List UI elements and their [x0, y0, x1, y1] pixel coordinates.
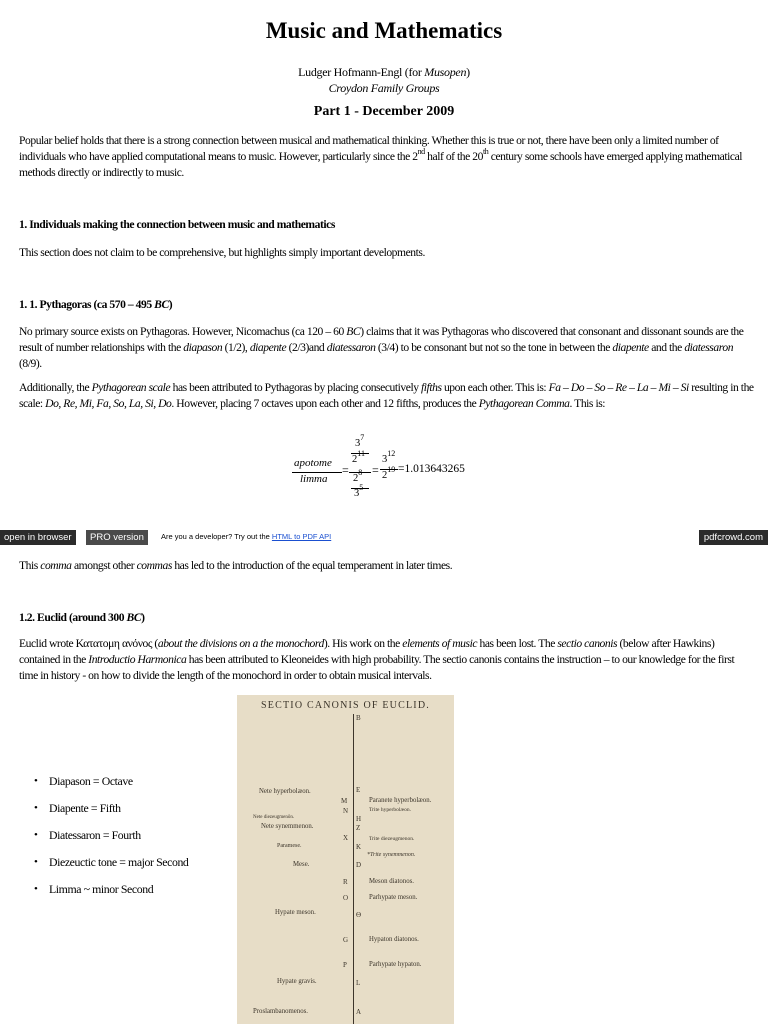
author-close: ) — [466, 65, 470, 79]
intro-sup-th: th — [483, 147, 489, 156]
section-1-2-heading — [19, 610, 754, 626]
figure-right-label: Trite hyperbolæon. — [369, 807, 411, 813]
formula-n3 — [382, 449, 396, 465]
figure-letter: K — [356, 843, 362, 851]
py2-c: upon each other. This is: — [441, 381, 549, 394]
formula-n1-base: 3 — [355, 438, 361, 449]
py1-e: (3/4) to be consonant but not so the tone in between the — [375, 341, 613, 354]
formula-eq-1: = — [342, 463, 349, 477]
figure-letter: P — [343, 961, 347, 969]
formula-d2 — [354, 483, 364, 499]
formula-n2-base: 2 — [353, 473, 359, 484]
comma-paragraph — [19, 558, 754, 574]
figure-right-label: Paranete hyperbolæon. — [369, 797, 432, 804]
py2-sequence: Fa – Do – So – Re – La – Mi – Si — [548, 381, 689, 394]
py1-diatessaron-2: diatessaron — [684, 341, 734, 354]
figure-letter: X — [343, 834, 349, 842]
euclid-paragraph — [19, 636, 754, 684]
figure-left-label: Nete synemmenon. — [261, 823, 314, 830]
list-item: • Diapente = Fifth — [32, 799, 188, 826]
document-title: Music and Mathematics — [265, 18, 503, 43]
list-item: • Diezeuctic tone = major Second — [32, 853, 188, 880]
figure-letter: Θ — [356, 911, 362, 919]
section-1-1-heading-bc: BC — [154, 298, 169, 311]
eu-i1: about the divisions on a the monochord — [157, 637, 324, 650]
figure-left-label: Proslambanomenos. — [253, 1008, 308, 1015]
py2-comma: Pythagorean Comma — [478, 397, 570, 410]
figure-letter: H — [356, 815, 362, 823]
eu-b: ). His work on the — [323, 637, 403, 650]
pythagorean-comma-formula — [292, 433, 492, 502]
intro-text-3: century some schools have emerged applying mathematical methods directly or indirectly to music. — [19, 150, 743, 179]
section-1-1-heading — [19, 297, 754, 313]
figure-left-label: Mese. — [293, 861, 310, 868]
pythagoras-paragraph-1 — [19, 324, 754, 372]
py1-diapente-2: diapente — [612, 341, 649, 354]
formula-d1-base: 2 — [352, 454, 358, 465]
eu-i3: sectio canonis — [557, 637, 618, 650]
formula-d3-base: 2 — [382, 470, 388, 481]
figure-letter: A — [356, 1008, 362, 1016]
figure-right-label: Hypaton diatonos. — [369, 936, 419, 943]
section-1-2-heading-text: 1.2. Euclid (around 300 — [19, 611, 127, 624]
comma-c: has led to the introduction of the equal temperament in later times. — [171, 559, 453, 572]
pro-version-button[interactable]: PRO version — [86, 530, 148, 545]
figure-letter: M — [341, 797, 348, 805]
formula-n2-exp: 8 — [358, 468, 363, 477]
comma-a: This — [19, 559, 41, 572]
comma-b: amongst other — [71, 559, 137, 572]
list-item: • Diapason = Octave — [32, 772, 188, 799]
formula-d1 — [352, 449, 365, 465]
formula-n3-base: 3 — [382, 454, 388, 465]
open-in-browser-button[interactable]: open in browser — [0, 530, 76, 545]
py1-c: (1/2), — [222, 341, 250, 354]
section-1-heading: 1. Individuals making the connection between music and mathematics — [19, 218, 335, 231]
list-item: • Limma ~ minor Second — [32, 880, 188, 907]
figure-letter: G — [343, 936, 349, 944]
py2-scale-notes: Do, Re, Mi, Fa, So, La, Si, Do — [45, 397, 172, 410]
figure-letter: N — [343, 807, 349, 815]
eu-d: (below after Hawkins) contained in the — [19, 637, 715, 666]
eu-i2: elements of music — [402, 637, 478, 650]
py1-g: (8/9). — [19, 357, 42, 370]
py1-f: and the — [648, 341, 685, 354]
intro-sup-nd: nd — [417, 147, 425, 156]
formula-d2-exp: 5 — [359, 483, 364, 492]
formula-n3-exp: 12 — [387, 449, 396, 458]
eu-c: has been lost. The — [477, 637, 558, 650]
section-1-2-heading-bc: BC — [126, 611, 142, 624]
figure-right-label: *Trite synemmenon. — [367, 852, 416, 858]
pdfcrowd-promo — [161, 532, 331, 541]
figure-right-label: Parhypate hypaton. — [369, 961, 422, 968]
figure-letter: O — [343, 894, 349, 902]
author-org: Musopen — [424, 65, 467, 79]
interval-definitions-list — [32, 772, 188, 907]
figure-letter: B — [356, 714, 361, 722]
py2-d: resulting in the scale: — [19, 381, 754, 410]
section-1-2-heading-end: ) — [141, 611, 145, 624]
figure-letter: Z — [356, 824, 361, 832]
pdfcrowd-logo[interactable]: pdfcrowd.com — [699, 530, 768, 545]
figure-title: SECTIO CANONIS OF EUCLID. — [261, 700, 430, 711]
py1-d: (2/3)and — [286, 341, 327, 354]
py1-bc: BC — [346, 325, 361, 338]
section-1-text: This section does not claim to be comprehensive, but highlights simply important developments. — [19, 246, 425, 259]
pdfcrowd-bar — [0, 530, 768, 545]
py1-a: No primary source exists on Pythagoras. However, Nicomachus (ca 120 – 60 — [19, 325, 347, 338]
figure-left-label: Hypate meson. — [275, 909, 316, 916]
py1-diatessaron: diatessaron — [326, 341, 376, 354]
figure-left-label: Hypate gravis. — [277, 978, 317, 985]
py1-diapason: diapason — [183, 341, 223, 354]
formula-n1-exp: 7 — [360, 433, 365, 442]
formula-d1-exp: 11 — [357, 449, 365, 458]
formula-eq-2: = — [372, 463, 379, 477]
eu-a: Euclid wrote Κατατομη ανόνος ( — [19, 637, 158, 650]
intro-text-2: half of the 20 — [424, 150, 483, 163]
figure-left-label: Nete diezeugmenôn. — [253, 815, 295, 820]
intro-paragraph — [19, 133, 754, 181]
monochord-line — [353, 714, 354, 1024]
html-to-pdf-api-link[interactable]: HTML to PDF API — [271, 532, 332, 541]
figure-right-label: Meson diatonos. — [369, 878, 414, 885]
section-1-1-heading-end: ) — [168, 298, 173, 311]
figure-right-label: Parhypate meson. — [369, 894, 418, 901]
section-1-1-heading-text: 1. 1. Pythagoras (ca 570 – 495 — [19, 298, 155, 311]
py1-diapente: diapente — [249, 341, 287, 354]
py2-e: . However, placing 7 octaves upon each other and 12 fifths, produces the — [171, 397, 479, 410]
py2-b: has been attributed to Pythagoras by placing consecutively — [170, 381, 422, 394]
pythagoras-paragraph-2 — [19, 380, 754, 412]
py1-b: ) claims that it was Pythagoras who discovered that consonant and dissonant sounds are the result of number relationships with the — [19, 325, 744, 354]
comma-i1: comma — [40, 559, 72, 572]
formula-d2-base: 3 — [354, 488, 360, 499]
figure-right-label: Trite diezeugmenon. — [369, 836, 415, 842]
py2-scale: Pythagorean scale — [91, 381, 171, 394]
formula-result: =1.013643265 — [398, 463, 465, 475]
comma-i2: commas — [136, 559, 172, 572]
py2-a: Additionally, the — [19, 381, 92, 394]
py2-fifths: fifths — [421, 381, 442, 394]
figure-left-label: Nete hyperbolæon. — [259, 788, 311, 795]
eu-e: has been attributed to Kleoneides with high probability. The sectio canonis contains the instruction – to our knowledge for the first time in history - on how to divide the length of the monochord in order to obtain musical intervals. — [19, 653, 735, 682]
eu-i4: Introductio Harmonica — [88, 653, 187, 666]
formula-d3 — [382, 465, 396, 481]
figure-letter: R — [343, 878, 348, 886]
formula-apotome: apotome — [294, 457, 332, 469]
figure-letter: D — [356, 861, 362, 869]
py2-f: . This is: — [569, 397, 606, 410]
formula-d3-exp: 19 — [387, 465, 396, 474]
formula-n1 — [355, 433, 365, 449]
figure-left-label: Paramese. — [277, 843, 302, 849]
pdfcrowd-promo-text: Are you a developer? Try out the — [161, 532, 272, 541]
author-group: Croydon Family Groups — [328, 81, 440, 95]
author-name: Ludger Hofmann-Engl (for — [298, 65, 425, 79]
figure-letter: L — [356, 979, 361, 987]
part-heading: Part 1 - December 2009 — [313, 104, 455, 119]
intro-text-1: Popular belief holds that there is a strong connection between musical and mathematical thinking. Whether this is true or not, there have been only a limited number of individuals who have applied computational means to music. However, particularly since the 2 — [19, 134, 719, 163]
figure-letter: E — [356, 786, 361, 794]
sectio-canonis-figure — [237, 695, 454, 1024]
formula-limma: limma — [300, 473, 328, 485]
author-line — [0, 64, 768, 80]
list-item: • Diatessaron = Fourth — [32, 826, 188, 853]
